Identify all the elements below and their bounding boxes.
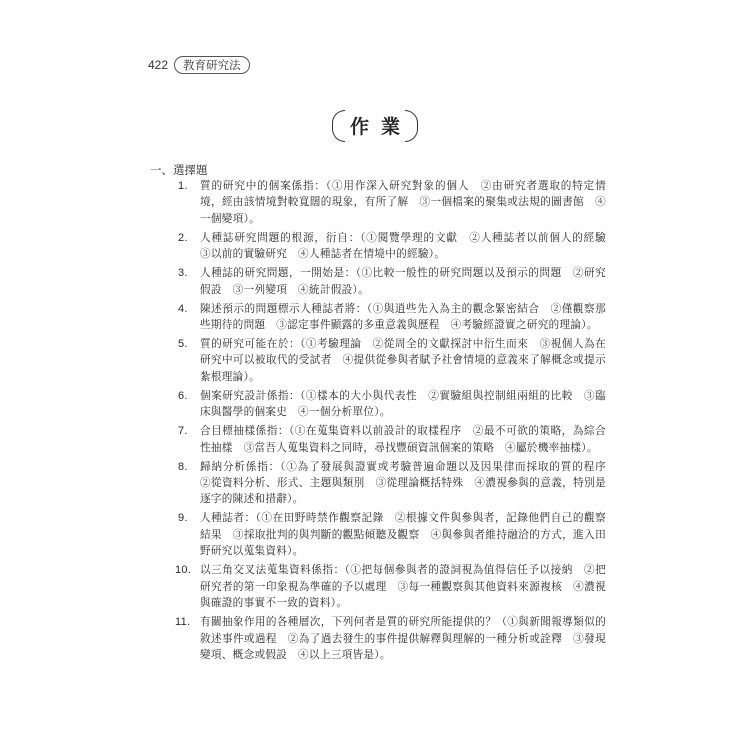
question-text: 陳述預示的問題標示人種誌者將：（①與逍些先入為主的觀念緊密結合 ②僅觀察那些期待的問題 ③認定事件顯露的多重意義與歷程 ④考驗經證實之研究的理論）。 [200,302,606,332]
question-number: 5. [178,338,188,351]
question-number: 4. [178,302,188,315]
question-number: 10. [175,564,192,577]
page-number: 422 [148,58,169,72]
question-item [178,459,617,508]
question-number: 11. [175,616,191,629]
question-item [178,423,606,456]
question-text: 個案研究設計係指：（①樣本的大小與代表性 ②實驗組與控制組兩組的比較 ③臨床與醫學的個案史 ④一個分析單位）。 [200,389,606,419]
question-item [178,388,606,421]
question-text: 以三角交叉法蒐集資料係指：（①把每個參與者的證詞視為值得信任予以接納 ②把研究者的第一印象視為準確的予以處理 ③每一種觀察與其他資料來源複核 ④濃視與確證的事實不一致的資料）。 [200,564,606,610]
question-list [175,178,617,666]
question-number: 9. [178,512,188,525]
question-number: 6. [178,389,188,402]
question-item [175,614,606,663]
question-item [178,178,606,227]
title-bracket-left [332,110,345,142]
question-text: 有關抽象作用的各種層次，下列何者是質的研究所能提供的？（①與新聞報導類似的敘述事件或過程 ②為了過去發生的事件提供解釋與理解的一種分析或詮釋 ③發現變項、概念或假設 ④以上三項皆是）。 [200,616,606,661]
question-number: 3. [178,267,188,280]
page-header [148,55,250,75]
question-item [175,562,606,611]
chapter-title-wrap [0,110,750,140]
question-text: 歸納分析係指：（①為了發展與證實或考驗普遍命題以及因果律而採取的質的程序 ②從資料分析、形式、主題與類別 ③從理論概括特殊 ④濃視參與的意義，特別是逐字的陳述和措辭）。 [200,460,617,506]
question-item [178,336,606,385]
chapter-title-box [332,110,418,140]
section-heading: 一、選擇題 [150,163,208,177]
question-text: 人種誌者：（①在田野時禁作觀察記錄 ②根據文件與參與者，記錄他們自己的觀察結果 ③採取批判的與判斷的觀點傾聽及觀察 ④與參與者維持融洽的方式，進入田野研究以蒐集資料）。 [200,512,606,558]
question-item [178,301,606,334]
chapter-title: 作業 [349,115,412,138]
book-title-tag: 教育研究法 [174,56,250,74]
question-text: 合目標抽樣係指：（①在蒐集資料以前設計的取樣程序 ②最不可欲的策略，為綜合性抽樣 ③當吾人蒐集資料之同時，尋找豐碩資訊個案的策略 ④屬於機率抽樣）。 [200,425,606,454]
title-bracket-right [405,110,418,142]
question-number: 2. [178,231,188,244]
question-item [178,510,606,559]
question-number: 7. [178,425,188,438]
question-text: 人種誌的研究問題，一開始是：（①比較一般性的研究問題以及預示的問題 ②研究假設 ③一列變項 ④統計假設）。 [200,267,606,296]
question-item [178,230,617,263]
question-item [178,265,606,298]
question-number: 8. [178,460,188,473]
question-text: 質的研究可能在於：（①考驗理論 ②從周全的文獻探討中衍生而來 ③視個人為在研究中可以被取代的受試者 ④提供從參與者賦予社會情境的意義來了解概念或提示紮根理論）。 [200,338,606,383]
question-text: 人種誌研究問題的根源，衍自：（①閱覽學理的文獻 ②人種誌者以前個人的經驗 ③以前的實驗研究 ④人種誌者在情境中的經驗）。 [200,231,617,261]
question-number: 1. [178,180,188,192]
question-text: 質的研究中的個案係指：（①用作深入研究對象的個人 ②由研究者選取的特定情境，經由該情境對較寬闊的現象，有所了解 ③一個檔案的聚集或法規的圖書館 ④一個變項）。 [200,180,606,225]
